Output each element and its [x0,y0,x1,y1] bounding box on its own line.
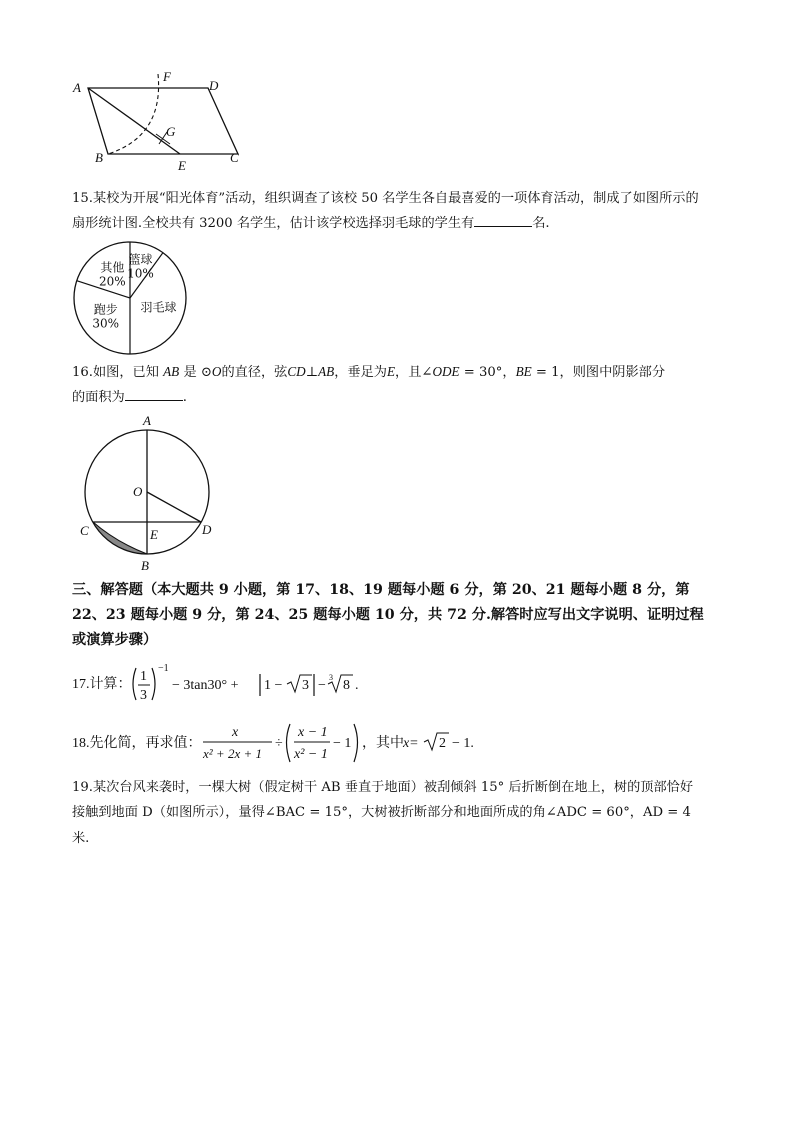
label-c: C [80,523,89,538]
q18-left-paren [287,724,291,762]
q19-line2: 接触到地面 D（如图所示），量得∠BAC = 15°，大树被折断部分和地面所成的角∠ADC = 60°，AD = 4 [72,805,691,820]
segment-ae [88,88,180,154]
q18-expression [72,718,492,768]
q16-text-3: ，垂足为 [334,365,387,380]
q18-prefix: 18.先化简，再求值： [72,736,202,751]
answer-blank-q15 [474,214,532,227]
pie-slice-name: 跑步 [93,302,118,317]
label-e: E [150,527,158,542]
section3-line2: 22、23 题每小题 9 分，第 24、25 题每小题 10 分，共 72 分.解答时应写出文字说明、证明过程 [72,607,704,623]
q16-text-0: 16.如图，已知 [72,365,159,380]
q18-minus-one: − 1 [333,736,352,751]
parallelogram-figure [66,66,256,176]
q19-line3: 米. [72,831,90,846]
q18-f2-num: x − 1 [298,725,328,740]
q16-line2-end: . [182,390,187,405]
q17-right-paren [152,668,155,700]
q16-var-ab: AB [163,364,180,379]
q16-line2-text: 的面积为 [72,390,125,405]
label-f: F [163,69,171,84]
label-b: B [95,150,103,165]
pie-slice-name: 其他 [100,260,125,275]
pie-slice-percent: 30% [92,316,120,331]
q18-var: x [403,736,410,751]
q17-cube-arg: 8 [343,678,350,693]
q18-f1-den: x² + 2x + 1 [203,746,262,761]
section3-line3: 或演算步骤） [72,632,158,648]
q17-left-paren [133,668,136,700]
q16-text-1: 是 [183,365,197,380]
q17-expression [72,660,372,710]
q19-line1: 19.某次台风来袭时，一棵大树（假定树干 AB 垂直于地面）被刮倾斜 15° 后折断倒在地上，树的顶部恰好 [72,780,694,795]
radius-od [147,492,201,522]
q16-text-4: ，且∠ [395,365,433,380]
q16-line2 [72,388,187,408]
label-a: A [73,80,81,95]
chord-cb [93,522,147,554]
label-d: D [209,78,219,93]
pie-slice-name: 羽毛球 [140,300,177,315]
parallelogram-abcd [88,88,238,154]
q18-eq: = [410,736,418,751]
q18-f2-den: x² − 1 [294,747,328,762]
q16-var-ode: ODE [432,364,460,379]
q17-sqrt-arg: 3 [302,678,309,693]
q16-text-6: = 1，则图中阴影部分 [531,365,666,380]
pie-slice-name: 篮球 [128,252,153,267]
q17-frac-den: 3 [140,688,147,703]
label-e: E [178,158,186,173]
q15-line2-text: 扇形统计图.全校共有 3200 名学生，估计该学校选择羽毛球的学生有 [72,216,475,231]
q16-var-cd: CD [287,364,306,379]
q16-var-o: O [211,364,222,379]
q15-line2 [72,214,550,234]
q18-mid: ，其中 [362,736,404,751]
section3-line1: 三、解答题（本大题共 9 小题，第 17、18、19 题每小题 6 分，第 20、21 题每小题 8 分，第 [72,582,690,598]
q18-f1-num: x [232,725,239,740]
shaded-region [93,522,147,554]
q18-sqrt-arg: 2 [439,736,446,751]
q16-text-2: 的直径，弦 [221,365,288,380]
label-g: G [166,124,176,139]
q17-exponent: −1 [158,663,169,674]
q17-frac-num: 1 [140,669,147,684]
q18-div: ÷ [275,736,283,751]
q17-term3: − [318,678,326,693]
answer-blank-q16 [125,388,183,401]
q16-text-5: = 30°， [459,365,516,380]
q16-var-be: BE [515,364,532,379]
q18-tail: − 1. [452,736,474,751]
pie-chart [70,238,190,358]
q16-line1 [72,362,665,383]
circle-figure [72,412,232,576]
q18-right-paren [354,724,358,762]
q16-var-e: E [386,364,396,379]
circle-symbol: ⊙ [200,365,212,380]
q17-prefix: 17.计算： [72,677,132,692]
q17-cube-index: 3 [329,673,333,682]
label-o: O [133,484,143,499]
q15-line2-end: 名. [532,216,550,231]
arc-construction [108,74,159,154]
pie-slice-percent: 10% [127,266,154,281]
q16-var-ab-2: AB [318,364,335,379]
label-d: D [202,522,212,537]
pie-slice-percent: 20% [99,274,126,289]
label-b: B [141,558,149,573]
q17-abs-inner: 1 − [264,678,283,693]
perp-symbol: ⊥ [305,365,319,380]
q15-line1: 15.某校为开展“阳光体育”活动，组织调查了该校 50 名学生各自最喜爱的一项体育活动，制成了如图所示的 [72,191,699,206]
label-a: A [143,413,151,428]
q17-term2: − 3tan30° + [172,678,239,693]
q17-end: . [355,678,359,693]
label-c: C [230,150,239,165]
